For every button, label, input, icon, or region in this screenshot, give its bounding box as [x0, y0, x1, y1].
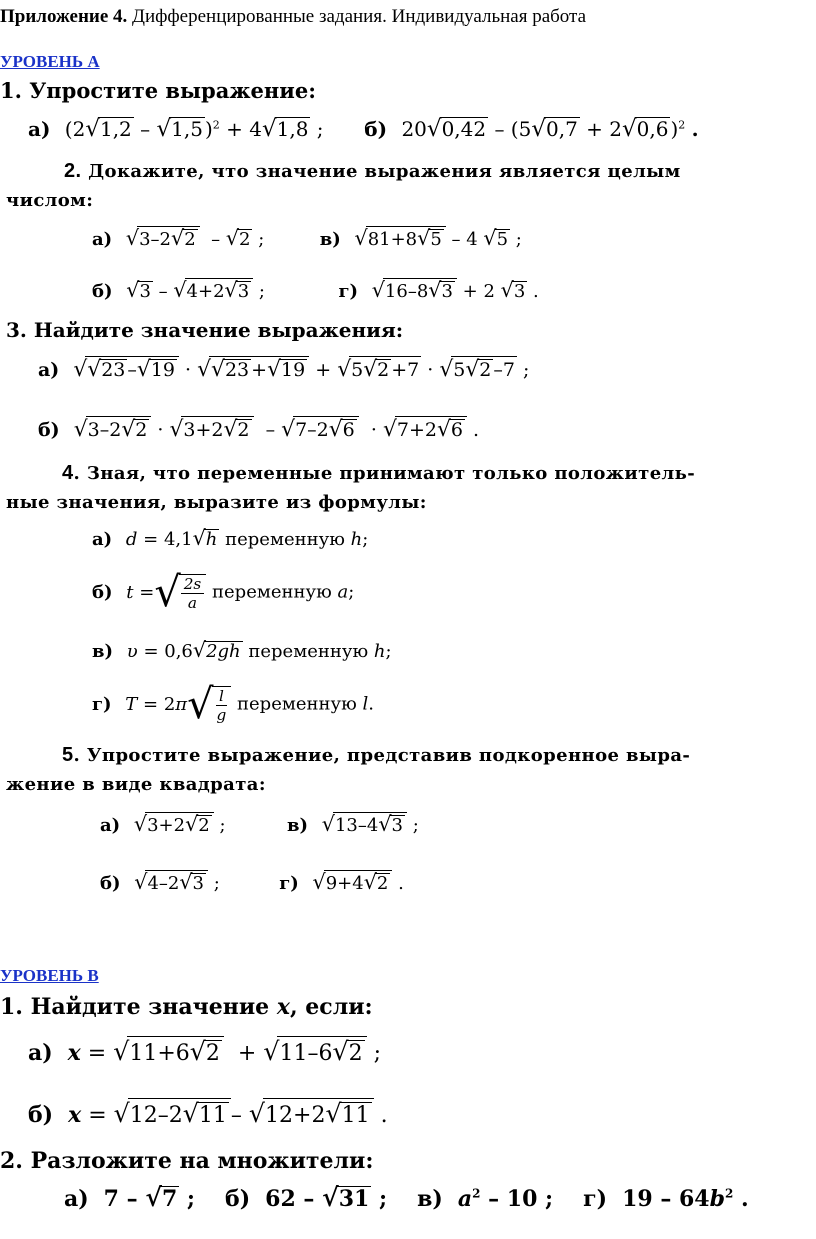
task-b1-heading: 1. Найдите значение x, если:	[0, 994, 373, 1020]
task-a3-row2: б) √3–2√2 · √3+2√2 – √7–2√6 · √7+2√6 .	[38, 417, 480, 442]
task-a3-row1: а) √√23 –√19 · √√23 +√19 + √5√2 +7 · √5√2 –7 ;	[38, 357, 530, 382]
task-a4-item-g: г) T = 2π √ $\frac{l}{g}$ переменную l.	[92, 680, 374, 728]
task-a5-row1: а) √3+2√2 ; в) √13–4√3 ;	[100, 812, 419, 836]
task-a5-row2: б) √4–2√3 ; г) √9+4√2 .	[100, 870, 404, 894]
task-b1-item-a: а) x = √11+6√2 + √11–6√2 ;	[28, 1037, 381, 1066]
task-a5-heading: 5. Упростите выражение, представив подкоренное выра-	[62, 744, 691, 766]
level-b-heading[interactable]: УРОВЕНЬ В	[0, 966, 99, 985]
task-a5-heading-cont: жение в виде квадрата:	[6, 774, 266, 795]
task-a1-heading: 1. Упростите выражение:	[0, 78, 316, 103]
appendix-label: Приложение 4.	[0, 6, 128, 27]
task-a2-heading: 2. Докажите, что значение выражения является целым	[64, 160, 681, 182]
page-header	[0, 6, 586, 28]
appendix-title: Дифференцированные задания. Индивидуальная работа	[132, 6, 587, 27]
task-a4-heading-cont: ные значения, выразите из формулы:	[6, 492, 427, 513]
task-a4-item-b: б) t = √ $\frac{2s}{a}$ переменную a;	[92, 568, 355, 616]
task-a3-heading: 3. Найдите значение выражения:	[6, 318, 404, 342]
task-b1-item-b: б) x = √12–2√11 – √12+2√11 .	[28, 1099, 388, 1128]
task-a2-heading-cont: числом:	[6, 190, 94, 211]
task-a4-item-v: в) υ = 0,6√2gh переменную h;	[92, 638, 392, 662]
task-b2-items: а) 7 – √7 ; б) 62 – √31 ; в) $a^2 - 10$ ; г) $19 - 64b^2$ .	[64, 1182, 749, 1212]
task-a4-item-a: а) d = 4,1√h переменную h;	[92, 526, 369, 550]
level-a-heading[interactable]: УРОВЕНЬ А	[0, 52, 100, 71]
task-a2-row1: а) √3–2√2 – √2 ; в) √81+8√5 – 4 √5 ;	[92, 226, 522, 250]
task-a1-expressions: а) (2√1,2 – √1,5 )$^2$ + 4√1,8 ; б) 20√0,42 – (5√0,7 + 2√0,6 )$^2$ .	[28, 116, 699, 142]
task-a4-heading: 4. Зная, что переменные принимают только положитель-	[62, 462, 696, 484]
task-b2-heading: 2. Разложите на множители:	[0, 1148, 374, 1174]
task-a2-row2: б) √3 – √4+2√3 ; г) √16–8√3 + 2 √3 .	[92, 278, 539, 302]
